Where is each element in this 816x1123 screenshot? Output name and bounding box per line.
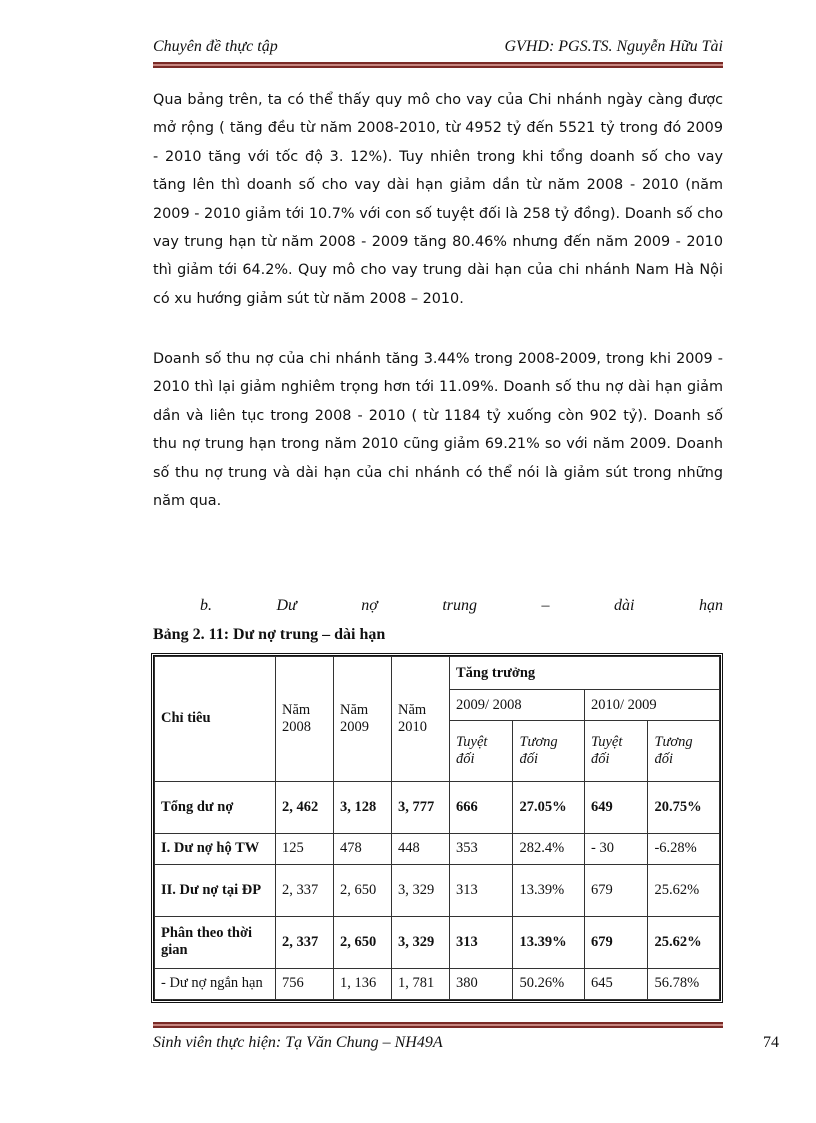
header-growth: Tăng trưởng [450, 657, 720, 690]
header-rel-2: Tương đối [648, 721, 720, 781]
cell-label: Phân theo thời gian [155, 916, 276, 968]
subheading-word: b. [200, 597, 212, 614]
subheading-word: Dư [276, 597, 297, 614]
table-row [155, 781, 720, 833]
cell-2009: 2, 650 [334, 916, 392, 968]
cell-2009: 478 [334, 833, 392, 864]
page-number: 74 [763, 1034, 779, 1051]
cell-label: - Dư nợ ngắn hạn [155, 968, 276, 999]
header-chitieu: Chỉ tiêu [155, 657, 276, 782]
cell-rel-2: -6.28% [648, 833, 720, 864]
subheading-word: trung [442, 597, 477, 614]
cell-2008: 756 [276, 968, 334, 999]
cell-label: I. Dư nợ hộ TW [155, 833, 276, 864]
cell-2010: 3, 329 [392, 916, 450, 968]
subheading [200, 597, 723, 615]
cell-rel-1: 50.26% [513, 968, 585, 999]
cell-abs-1: 313 [450, 864, 513, 916]
paragraph-2: Doanh số thu nợ của chi nhánh tăng 3.44% trong 2008-2009, trong khi 2009 - 2010 thì lại giảm nghiêm trọng hơn tới 11.09%. Doanh số thu nợ dài hạn giảm dần và liên tục trong 2008 - 2010 ( từ 1184 tỷ xuống còn 902 tỷ). Doanh số thu nợ trung hạn trong năm 2010 cũng giảm 69.21% so với năm 2009. Doanh số thu nợ trung và dài hạn của chi nhánh có thể nói là giảm sút trong những năm qua. [153, 351, 723, 510]
subheading-word: dài [614, 597, 635, 614]
table-caption: Bảng 2. 11: Dư nợ trung – dài hạn [153, 626, 386, 643]
cell-2008: 2, 462 [276, 781, 334, 833]
cell-rel-2: 25.62% [648, 864, 720, 916]
paragraph-1: Qua bảng trên, ta có thể thấy quy mô cho vay của Chi nhánh ngày càng được mở rộng ( tăng đều từ năm 2008-2010, từ 4952 tỷ đến 5521 tỷ trong đó 2009 - 2010 tăng với tốc độ 3. 12%). Tuy nhiên trong khi tổng doanh số cho vay tăng lên thì doanh số cho vay dài hạn giảm dần từ năm 2008 - 2010 (năm 2009 - 2010 giảm tới 10.7% với con số tuyệt đối là 258 tỷ đồng). Doanh số cho vay trung hạn từ năm 2008 - 2009 tăng 80.46% nhưng đến năm 2009 - 2010 thì giảm tới 64.2%. Quy mô cho vay trung dài hạn của chi nhánh Nam Hà Nội có xu hướng giảm sút từ năm 2008 – 2010. [153, 92, 723, 307]
cell-label: II. Dư nợ tại ĐP [155, 864, 276, 916]
table-row [155, 916, 720, 968]
cell-rel-1: 13.39% [513, 864, 585, 916]
cell-rel-1: 282.4% [513, 833, 585, 864]
cell-2010: 3, 777 [392, 781, 450, 833]
header-2008: Năm 2008 [276, 657, 334, 782]
cell-abs-2: 649 [584, 781, 647, 833]
header-period-2: 2010/ 2009 [584, 690, 719, 721]
cell-rel-2: 20.75% [648, 781, 720, 833]
cell-2010: 3, 329 [392, 864, 450, 916]
cell-abs-1: 380 [450, 968, 513, 999]
header-abs-1: Tuyệt đối [450, 721, 513, 781]
data-table [151, 653, 723, 1003]
cell-2008: 2, 337 [276, 864, 334, 916]
cell-abs-1: 353 [450, 833, 513, 864]
header-topic: Chuyên đề thực tập [153, 38, 278, 55]
cell-rel-2: 25.62% [648, 916, 720, 968]
cell-2010: 448 [392, 833, 450, 864]
header-rel-1: Tương đối [513, 721, 585, 781]
cell-2009: 1, 136 [334, 968, 392, 999]
header-2009: Năm 2009 [334, 657, 392, 782]
header-2010: Năm 2010 [392, 657, 450, 782]
cell-2008: 2, 337 [276, 916, 334, 968]
cell-label: Tổng dư nợ [155, 781, 276, 833]
cell-abs-2: 645 [584, 968, 647, 999]
cell-2008: 125 [276, 833, 334, 864]
cell-abs-2: - 30 [584, 833, 647, 864]
table-row [155, 968, 720, 999]
cell-2009: 2, 650 [334, 864, 392, 916]
footer-rule [153, 1022, 723, 1028]
cell-abs-2: 679 [584, 864, 647, 916]
cell-2009: 3, 128 [334, 781, 392, 833]
cell-abs-1: 666 [450, 781, 513, 833]
page-header [153, 38, 723, 60]
cell-rel-2: 56.78% [648, 968, 720, 999]
cell-rel-1: 27.05% [513, 781, 585, 833]
table-row [155, 833, 720, 864]
subheading-word: nợ [361, 597, 378, 614]
table-row [155, 864, 720, 916]
header-advisor: GVHD: PGS.TS. Nguyễn Hữu Tài [504, 38, 723, 55]
cell-rel-1: 13.39% [513, 916, 585, 968]
header-rule [153, 62, 723, 68]
header-period-1: 2009/ 2008 [450, 690, 585, 721]
subheading-word: hạn [698, 597, 723, 614]
cell-abs-2: 679 [584, 916, 647, 968]
cell-2010: 1, 781 [392, 968, 450, 999]
footer-student: Sinh viên thực hiện: Tạ Văn Chung – NH49A [153, 1034, 443, 1051]
subheading-word: – [541, 597, 550, 614]
cell-abs-1: 313 [450, 916, 513, 968]
header-abs-2: Tuyệt đối [584, 721, 647, 781]
